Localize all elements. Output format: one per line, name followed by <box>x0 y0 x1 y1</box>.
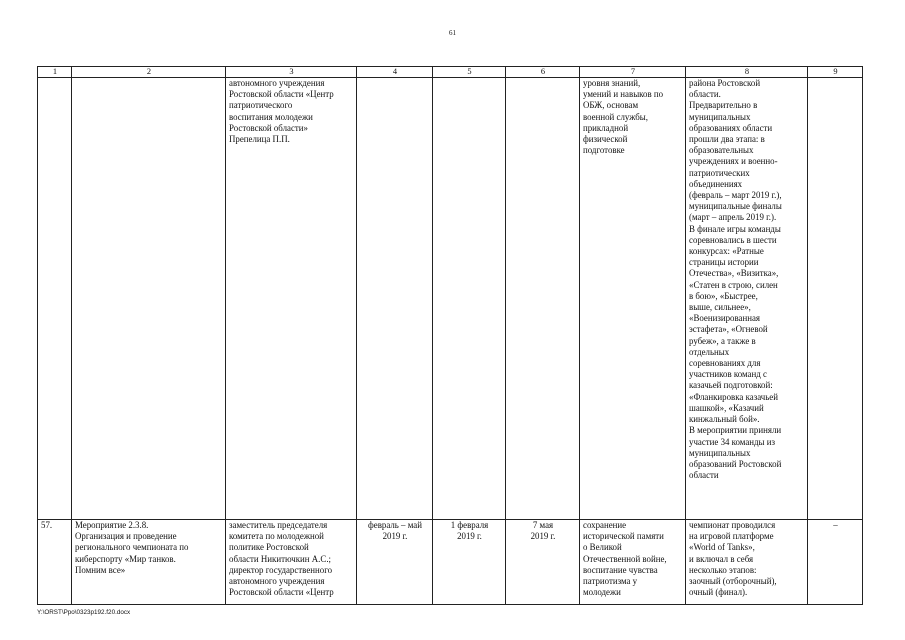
activity-cell <box>72 78 226 520</box>
row-number-cell <box>38 78 72 520</box>
start-date-cell <box>433 78 506 520</box>
table-row <box>38 520 863 605</box>
responsible-cell: автономного учреждения Ростовской области «Центр патриотического воспитания молодежи Ростовской области» Препелица П.П. <box>226 78 357 520</box>
column-header-4: 4 <box>357 67 433 78</box>
column-header-8: 8 <box>686 67 808 78</box>
responsible-cell: заместитель председателя комитета по молодежной политике Ростовской области Никитючкин А.С.; директор государственного автономного учреждения Ростовской области «Центр <box>226 520 357 605</box>
column-header-3: 3 <box>226 67 357 78</box>
planned-period-cell <box>357 78 433 520</box>
notes-cell: – <box>808 520 863 605</box>
row-number-cell: 57. <box>38 520 72 605</box>
footer-file-path: Y:\ORST\Ppo\0323p192.f20.docx <box>37 609 131 616</box>
end-date-cell <box>506 78 580 520</box>
column-header-9: 9 <box>808 67 863 78</box>
report-table <box>37 66 863 605</box>
start-date-cell: 1 февраля 2019 г. <box>433 520 506 605</box>
column-header-6: 6 <box>506 67 580 78</box>
column-header-2: 2 <box>72 67 226 78</box>
expected-result-cell: уровня знаний, умений и навыков по ОБЖ, основам военной службы, прикладной физической подготовке <box>580 78 686 520</box>
column-header-7: 7 <box>580 67 686 78</box>
table-row <box>38 78 863 520</box>
actual-result-cell: чемпионат проводился на игровой платформе «World of Tanks», и включал в себя несколько этапов: заочный (отборочный), очный (финал). <box>686 520 808 605</box>
page-number: 61 <box>449 29 456 37</box>
notes-cell <box>808 78 863 520</box>
table-header-row <box>38 67 863 78</box>
planned-period-cell: февраль – май 2019 г. <box>357 520 433 605</box>
activity-cell: Мероприятие 2.3.8. Организация и проведение регионального чемпионата по киберспорту «Мир танков. Помним все» <box>72 520 226 605</box>
column-header-5: 5 <box>433 67 506 78</box>
expected-result-cell: сохранение исторической памяти о Великой Отечественной войне, воспитание чувства патриотизма у молодежи <box>580 520 686 605</box>
actual-result-cell: района Ростовской области. Предварительно в муниципальных образованиях области прошли два этапа: в образовательных учреждениях и военно- патриотических объединениях (февраль – март 2019 г.), муниципальные финалы (март – апрель 2019 г.). В финале игры команды соревновались в шести конкурсах: «Ратные страницы истории Отечества», «Визитка», «Статен в строю, силен в бою», «Быстрее, выше, сильнее», «Военизированная эстафета», «Огневой рубеж», а также в отдельных соревнованиях для участников команд с казачьей подготовкой: «Фланкировка казачьей шашкой», «Казачий кинжальный бой». В мероприятии приняли участие 34 команды из муниципальных образований Ростовской области <box>686 78 808 520</box>
end-date-cell: 7 мая 2019 г. <box>506 520 580 605</box>
column-header-1: 1 <box>38 67 72 78</box>
